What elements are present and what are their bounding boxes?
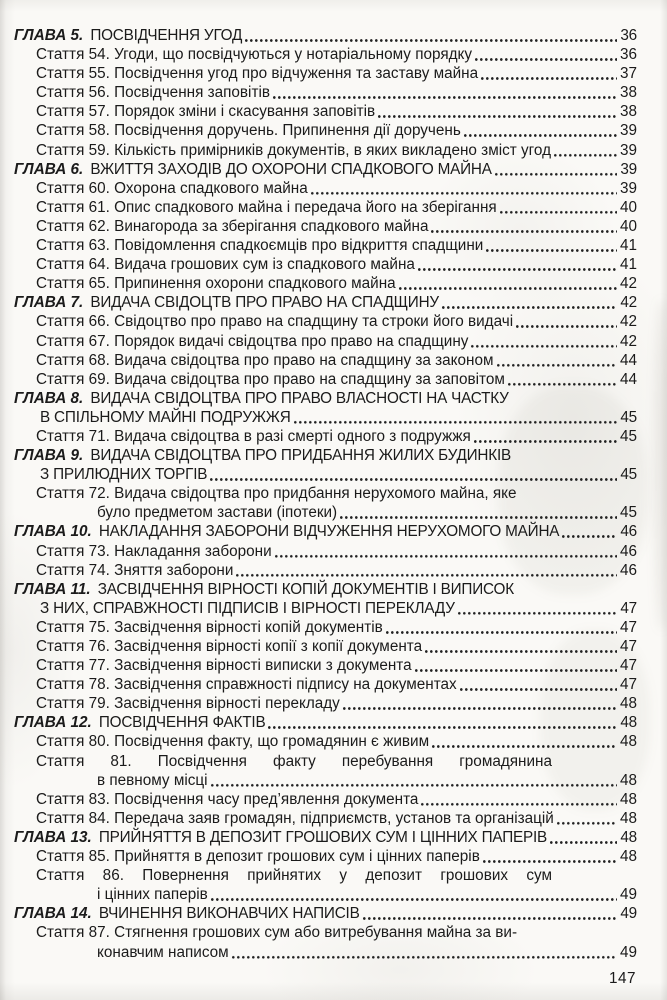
toc-line <box>14 293 637 312</box>
toc-line <box>36 694 637 713</box>
toc-page-ref: 36 <box>619 46 637 64</box>
dot-leader <box>474 439 617 444</box>
toc-article-entry <box>0 351 637 370</box>
toc-line <box>36 637 637 656</box>
toc-line <box>36 274 637 293</box>
toc-line <box>14 26 637 45</box>
toc-line-text: ГЛАВА 11. ЗАСВІДЧЕННЯ ВІРНОСТІ КОПІЙ ДОКУМЕНТІВ І ВИПИСОК <box>14 580 514 598</box>
toc-line <box>40 408 637 427</box>
toc-page-ref: 48 <box>619 733 637 751</box>
dot-leader <box>432 744 617 749</box>
toc-line-text: Стаття 85. Прийняття в депозит грошових сум і цінних паперів <box>36 848 480 866</box>
toc-page-ref: 44 <box>619 370 637 388</box>
toc-article-entry <box>0 866 637 904</box>
toc-line <box>36 64 637 83</box>
toc-line-text: Стаття 56. Посвідчення заповітів <box>36 84 270 102</box>
toc-line-text: Стаття 62. Винагорода за зберігання спадкового майна <box>36 217 429 235</box>
toc-line <box>36 332 637 351</box>
toc-article-entry <box>0 64 637 83</box>
chapter-number-label: ГЛАВА 13. <box>14 828 92 846</box>
toc-line-text: ГЛАВА 10. НАКЛАДАННЯ ЗАБОРОНИ ВІДЧУЖЕННЯ НЕРУХОМОГО МАЙНА <box>14 523 560 541</box>
dot-leader <box>378 114 617 119</box>
toc-article-entry <box>0 255 637 274</box>
toc-article-entry <box>0 332 637 351</box>
toc-line <box>36 351 637 370</box>
dot-leader <box>497 363 617 368</box>
toc-line-text: і цінних паперів <box>97 886 208 904</box>
toc-line <box>14 160 637 179</box>
toc-line <box>36 198 637 217</box>
toc-chapter-entry <box>0 904 637 923</box>
dot-leader <box>557 821 617 826</box>
toc-article-entry <box>0 675 637 694</box>
toc-line-text: В СПІЛЬНОМУ МАЙНІ ПОДРУЖЖЯ <box>40 408 291 426</box>
toc-line-text: З НИХ, СПРАВЖНОСТІ ПІДПИСІВ І ВІРНОСТІ ПЕРЕКЛАДУ <box>40 599 455 617</box>
toc-chapter-entry <box>0 160 637 179</box>
toc-page-ref: 49 <box>619 943 637 961</box>
dot-leader <box>210 477 617 482</box>
toc-page-ref: 45 <box>619 427 637 445</box>
toc-page-ref: 42 <box>619 313 637 331</box>
toc-line-text: Стаття 69. Видача свідоцтва про право на спадщину за заповітом <box>36 370 505 388</box>
toc-page-ref: 45 <box>620 408 637 426</box>
dot-leader <box>460 687 617 692</box>
toc-chapter-entry <box>0 713 637 732</box>
toc-page-ref: 48 <box>619 790 637 808</box>
toc-page-ref: 39 <box>619 141 637 159</box>
toc-article-entry <box>0 542 637 561</box>
toc-line <box>36 83 637 102</box>
dot-leader <box>399 286 617 291</box>
toc-article-entry <box>0 847 637 866</box>
dot-leader <box>236 573 617 578</box>
toc-line <box>14 828 637 847</box>
toc-line-text: Стаття 81. Посвідчення факту перебування громадянина <box>36 752 552 770</box>
toc-line <box>36 217 637 236</box>
toc-chapter-entry <box>0 389 637 427</box>
toc-line <box>14 389 637 408</box>
toc-line <box>36 732 637 751</box>
toc-article-entry <box>0 923 637 961</box>
toc-line-text: Стаття 63. Повідомлення спадкоємців про відкриття спадщини <box>36 237 484 255</box>
dot-leader <box>275 554 617 559</box>
toc-line-text: ГЛАВА 12. ПОСВІДЧЕННЯ ФАКТІВ <box>14 714 266 732</box>
toc-line-text: Стаття 57. Порядок зміни і скасування заповітів <box>36 103 376 121</box>
toc-line-text: Стаття 54. Угоди, що посвідчуються у нотаріальному порядку <box>36 46 473 64</box>
toc-page-ref: 37 <box>619 65 637 83</box>
toc-line-text: Стаття 60. Охорона спадкового майна <box>36 179 308 197</box>
toc-page-ref: 45 <box>620 466 637 484</box>
toc-page-ref: 45 <box>619 504 637 522</box>
toc-chapter-entry <box>0 26 637 45</box>
toc-line <box>97 943 637 962</box>
toc-line <box>36 542 637 561</box>
dot-leader <box>340 515 617 520</box>
toc-line-text: Стаття 67. Порядок видачі свідоцтва про право на спадщину <box>36 332 469 350</box>
toc-line <box>36 141 637 160</box>
toc-article-entry <box>0 236 637 255</box>
toc-page-ref: 47 <box>619 657 637 675</box>
toc-line-text: Стаття 68. Видача свідоцтва про право на спадщину за законом <box>36 351 494 369</box>
toc-chapter-entry <box>0 293 637 312</box>
toc-article-entry <box>0 637 637 656</box>
toc-line <box>36 923 637 942</box>
toc-page-ref: 41 <box>619 256 637 274</box>
toc-article-entry <box>0 121 637 140</box>
toc-page-ref: 48 <box>620 714 637 732</box>
dot-leader <box>311 191 617 196</box>
toc-chapter-entry <box>0 580 637 618</box>
chapter-number-label: ГЛАВА 11. <box>14 580 91 598</box>
toc-line-text: ГЛАВА 13. ПРИЙНЯТТЯ В ДЕПОЗИТ ГРОШОВИХ СУМ І ЦІННИХ ПАПЕРІВ <box>14 828 548 846</box>
toc-page-ref: 47 <box>619 618 637 636</box>
toc-page-ref: 38 <box>619 84 637 102</box>
dot-leader <box>425 649 617 654</box>
toc-page-ref: 47 <box>619 638 637 655</box>
toc-line-text: ГЛАВА 14. ВЧИНЕННЯ ВИКОНАВЧИХ НАПИСІВ <box>14 905 360 923</box>
dot-leader <box>464 133 617 138</box>
toc-line <box>97 771 637 790</box>
toc-article-entry <box>0 752 637 790</box>
dot-leader <box>232 955 617 960</box>
chapter-number-label: ГЛАВА 9. <box>14 447 84 465</box>
chapter-number-label: ГЛАВА 6. <box>14 160 84 178</box>
toc-line <box>97 885 637 904</box>
toc-page-ref: 40 <box>619 217 637 235</box>
toc-line-text: Стаття 71. Видача свідоцтва в разі смерті одного з подружжя <box>36 427 471 445</box>
dot-leader <box>363 916 618 921</box>
toc-line-text: Стаття 78. Засвідчення справжності підпису на документах <box>36 676 457 694</box>
toc-line-text: Стаття 84. Передача заяв громадян, підприємств, установ та організацій <box>36 809 554 827</box>
dot-leader <box>554 153 617 158</box>
toc-page-ref: 39 <box>619 122 637 140</box>
toc-page-ref: 39 <box>620 160 637 178</box>
toc-line <box>36 866 552 885</box>
toc-page-ref: 48 <box>619 771 637 789</box>
toc-page-ref: 42 <box>619 275 637 293</box>
toc-line <box>36 370 637 389</box>
toc-line <box>36 427 637 446</box>
dot-leader <box>442 305 617 310</box>
toc-line <box>14 713 637 732</box>
toc-line-text: Стаття 86. Повернення прийнятих у депозит грошових сум <box>36 867 552 885</box>
toc-chapter-entry <box>0 828 637 847</box>
toc-line-text: в певному місці <box>97 771 208 789</box>
toc-page-ref: 46 <box>620 523 637 541</box>
toc-page-ref: 47 <box>620 599 637 617</box>
toc-line <box>36 847 637 866</box>
dot-leader <box>273 95 617 100</box>
toc-page-ref: 49 <box>620 905 637 923</box>
toc-page-ref: 46 <box>619 542 637 560</box>
toc-line <box>36 255 637 274</box>
toc-line <box>36 236 637 255</box>
toc-line-text: Стаття 73. Накладання заборони <box>36 542 272 560</box>
chapter-number-label: ГЛАВА 12. <box>14 714 92 732</box>
toc-article-entry <box>0 141 637 160</box>
toc-page-ref: 40 <box>619 198 637 216</box>
toc-article-entry <box>0 274 637 293</box>
chapter-number-label: ГЛАВА 10. <box>14 523 92 541</box>
toc-line-text: ГЛАВА 8. ВИДАЧА СВІДОЦТВА ПРО ПРАВО ВЛАСНОСТІ НА ЧАСТКУ <box>14 389 509 407</box>
dot-leader <box>483 859 617 864</box>
dot-leader <box>495 172 618 177</box>
toc-line-text: Стаття 72. Видача свідоцтва про придбання нерухомого майна, яке <box>36 485 517 503</box>
dot-leader <box>481 76 617 81</box>
toc-line-text: Стаття 87. Стягнення грошових сум або витребування майна за ви- <box>36 924 518 942</box>
chapter-number-label: ГЛАВА 14. <box>14 905 92 923</box>
dot-leader <box>562 534 617 539</box>
toc-line-text: ГЛАВА 6. ВЖИТТЯ ЗАХОДІВ ДО ОХОРОНИ СПАДКОВОГО МАЙНА <box>14 160 492 178</box>
toc-line-text: ГЛАВА 9. ВИДАЧА СВІДОЦТВА ПРО ПРИДБАННЯ ЖИЛИХ БУДИНКІВ <box>14 447 512 465</box>
toc-line <box>36 179 637 198</box>
toc-line <box>36 790 637 809</box>
toc-line-text: ГЛАВА 5. ПОСВІДЧЕННЯ УГОД <box>14 27 243 44</box>
dot-leader <box>415 668 617 673</box>
toc-line <box>36 675 637 694</box>
toc-line-text: Стаття 65. Припинення охорони спадкового майна <box>36 275 396 293</box>
toc-article-entry <box>0 561 637 580</box>
toc-article-entry <box>0 102 637 121</box>
toc-article-entry <box>0 83 637 102</box>
toc-chapter-entry <box>0 522 637 541</box>
dot-leader <box>516 324 617 329</box>
toc-article-entry <box>0 427 637 446</box>
toc-page-ref: 42 <box>619 332 637 350</box>
dot-leader <box>211 897 617 902</box>
dot-leader <box>471 344 617 349</box>
toc-article-entry <box>0 656 637 675</box>
toc-line-text: Стаття 76. Засвідчення вірності копії з копії документа <box>36 638 423 655</box>
toc-line-text: Стаття 77. Засвідчення вірності виписки з документа <box>36 657 412 675</box>
toc-line <box>36 809 637 828</box>
toc-line <box>36 484 637 503</box>
toc-line-text: Стаття 66. Свідоцтво про право на спадщину та строки його видачі <box>36 313 514 331</box>
dot-leader <box>211 783 617 788</box>
toc-line-text: було предметом застави (іпотеки) <box>97 504 338 522</box>
toc-line-text: Стаття 64. Видача грошових сум із спадкового майна <box>36 256 415 274</box>
toc-article-entry <box>0 370 637 389</box>
toc-line <box>14 904 637 923</box>
scan-edge-artifact <box>655 300 667 630</box>
toc-article-entry <box>0 732 637 751</box>
toc-article-entry <box>0 217 637 236</box>
dot-leader <box>386 630 617 635</box>
toc-line-text: Стаття 61. Опис спадкового майна і передача його на зберігання <box>36 198 497 216</box>
toc-line <box>14 580 637 599</box>
toc-page-ref: 48 <box>619 695 637 713</box>
toc-line-text: Стаття 75. Засвідчення вірності копій документів <box>36 618 383 636</box>
dot-leader <box>475 57 617 62</box>
toc-page-ref: 38 <box>619 103 637 121</box>
toc-line <box>40 599 637 618</box>
toc-page-ref: 42 <box>620 294 637 312</box>
dot-leader <box>343 706 617 711</box>
toc-line-text: Стаття 58. Посвідчення доручень. Припинення дії доручень <box>36 122 461 140</box>
toc-line <box>97 503 637 522</box>
toc-line <box>36 656 637 675</box>
toc-line <box>36 618 637 637</box>
page-number: 147 <box>608 970 636 987</box>
toc-article-entry <box>0 312 637 331</box>
toc-line <box>36 561 637 580</box>
toc-line-text: Стаття 79. Засвідчення вірності перекладу <box>36 695 340 713</box>
toc-line-text: ГЛАВА 7. ВИДАЧА СВІДОЦТВ ПРО ПРАВО НА СПАДЩИНУ <box>14 294 439 312</box>
toc-article-entry <box>0 45 637 64</box>
dot-leader <box>245 38 617 43</box>
chapter-number-label: ГЛАВА 7. <box>14 294 84 312</box>
toc-line-text: З ПРИЛЮДНИХ ТОРГІВ <box>40 466 208 484</box>
toc-line-text: Стаття 80. Посвідчення факту, що громадянин є живим <box>36 733 430 751</box>
dot-leader <box>421 802 617 807</box>
toc-line <box>36 102 637 121</box>
toc-page-ref: 46 <box>619 561 637 579</box>
toc-line <box>40 465 637 484</box>
dot-leader <box>500 210 617 215</box>
dot-leader <box>486 248 617 253</box>
toc-page-ref: 49 <box>619 886 637 904</box>
toc-line <box>36 121 637 140</box>
toc-article-entry <box>0 179 637 198</box>
dot-leader <box>268 725 617 730</box>
toc-article-entry <box>0 694 637 713</box>
toc-article-entry <box>0 809 637 828</box>
dot-leader <box>294 420 618 425</box>
toc-line <box>36 312 637 331</box>
toc-article-entry <box>0 618 637 637</box>
toc-chapter-entry <box>0 446 637 484</box>
toc-line <box>36 752 552 771</box>
chapter-number-label: ГЛАВА 5. <box>14 27 84 44</box>
toc-line-text: Стаття 83. Посвідчення часу пред’явлення документа <box>36 790 419 808</box>
toc-page-ref: 36 <box>620 27 637 44</box>
toc-line <box>36 45 637 64</box>
toc-page-ref: 44 <box>619 351 637 369</box>
toc-page-ref: 41 <box>619 237 637 255</box>
dot-leader <box>431 229 617 234</box>
dot-leader <box>418 267 617 272</box>
toc-line-text: Стаття 55. Посвідчення угод про відчуження та заставу майна <box>36 65 479 83</box>
toc-article-entry <box>0 484 637 522</box>
toc-line-text: Стаття 59. Кількість примірників документів, в яких викладено зміст угод <box>36 141 551 159</box>
table-of-contents <box>0 26 637 962</box>
toc-page-ref: 39 <box>619 179 637 197</box>
toc-page-ref: 48 <box>619 809 637 827</box>
chapter-number-label: ГЛАВА 8. <box>14 389 84 407</box>
toc-article-entry <box>0 198 637 217</box>
toc-article-entry <box>0 790 637 809</box>
toc-line-text: конавчим написом <box>97 943 229 961</box>
toc-line <box>14 446 637 465</box>
toc-page-ref: 47 <box>619 676 637 694</box>
dot-leader <box>550 840 617 845</box>
toc-page-ref: 48 <box>619 848 637 866</box>
toc-line <box>14 522 637 541</box>
toc-line-text: Стаття 74. Зняття заборони <box>36 561 234 579</box>
dot-leader <box>458 611 618 616</box>
dot-leader <box>508 382 617 387</box>
toc-page-ref: 48 <box>620 828 637 846</box>
